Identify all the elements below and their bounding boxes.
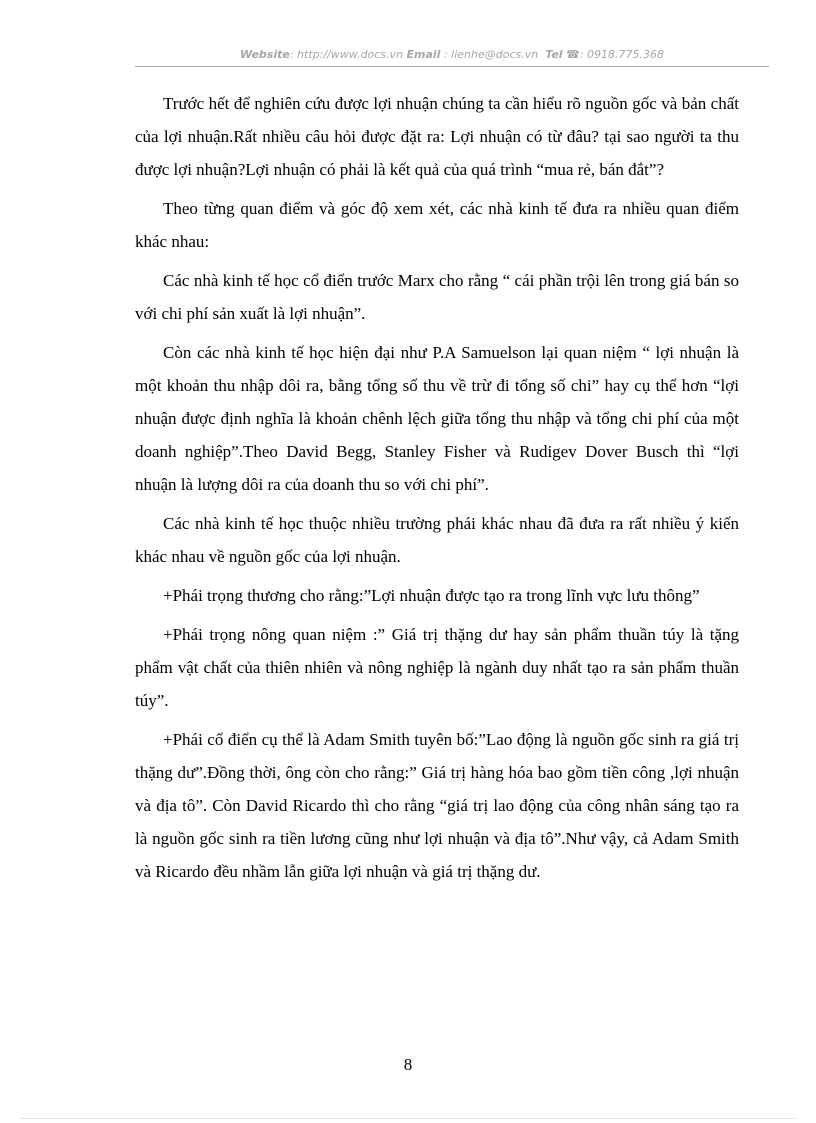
- paragraph: Các nhà kinh tế học thuộc nhiều trường phái khác nhau đã đưa ra rất nhiều ý kiến khác nhau về nguồn gốc của lợi nhuận.: [135, 514, 739, 566]
- website-value: : http://www.docs.vn: [289, 48, 404, 61]
- paragraph: Trước hết để nghiên cứu được lợi nhuận chúng ta cần hiểu rõ nguồn gốc và bản chất của lợi nhuận.Rất nhiều câu hỏi được đặt ra: Lợi nhuận có từ đâu? tại sao người ta thu được lợi nhuận?Lợi nhuận có phải là kết quả của quá trình “mua rẻ, bán đắt”?: [135, 94, 739, 179]
- email-label: Email: [406, 48, 441, 61]
- document-body: [135, 87, 739, 894]
- paragraph: +Phái cổ điển cụ thể là Adam Smith tuyên bố:”Lao động là nguồn gốc sinh ra giá trị thặng dư”.Đồng thời, ông còn cho rằng:” Giá trị hàng hóa bao gồm tiền công ,lợi nhuận và địa tô”. Còn David Ricardo thì cho rằng “giá trị lao động của công nhân sáng tạo ra là nguồn gốc sinh ra tiền lương cũng như lợi nhuận và địa tô”.Như vậy, cả Adam Smith và Ricardo đều nhầm lẫn giữa lợi nhuận và giá trị thặng dư.: [135, 730, 739, 881]
- paragraph: Còn các nhà kinh tế học hiện đại như P.A Samuelson lại quan niệm “ lợi nhuận là một khoản thu nhập dôi ra, bằng tổng số thu về trừ đi tổng số chi” hay cụ thể hơn “lợi nhuận được định nghĩa là khoản chênh lệch giữa tổng thu nhập và tổng chi phí của một doanh nghiệp”.Theo David Begg, Stanley Fisher và Rudigev Dover Busch thì “lợi nhuận là lượng dôi ra của doanh thu so với chi phí”.: [135, 343, 739, 494]
- phone-icon: ☎: [566, 48, 580, 61]
- website-label: Website: [240, 48, 290, 61]
- page-header: [135, 45, 769, 67]
- footer-divider: [20, 1118, 796, 1119]
- paragraph: Theo từng quan điểm và góc độ xem xét, các nhà kinh tế đưa ra nhiều quan điểm khác nhau:: [135, 199, 739, 251]
- tel-value: : 0918.775.368: [579, 48, 664, 61]
- paragraph: +Phái trọng nông quan niệm :” Giá trị thặng dư hay sản phẩm thuần túy là tặng phẩm vật chất của thiên nhiên và nông nghiệp là ngành duy nhất tạo ra sản phẩm thuần túy”.: [135, 625, 739, 710]
- tel-label: Tel: [545, 48, 563, 61]
- email-value: : lienhe@docs.vn: [443, 48, 539, 61]
- page-number: 8: [403, 1055, 413, 1074]
- paragraph: +Phái trọng thương cho rằng:”Lợi nhuận được tạo ra trong lĩnh vực lưu thông”: [163, 586, 700, 605]
- paragraph: Các nhà kinh tế học cổ điển trước Marx cho rằng “ cái phần trội lên trong giá bán so với chi phí sản xuất là lợi nhuận”.: [135, 271, 739, 323]
